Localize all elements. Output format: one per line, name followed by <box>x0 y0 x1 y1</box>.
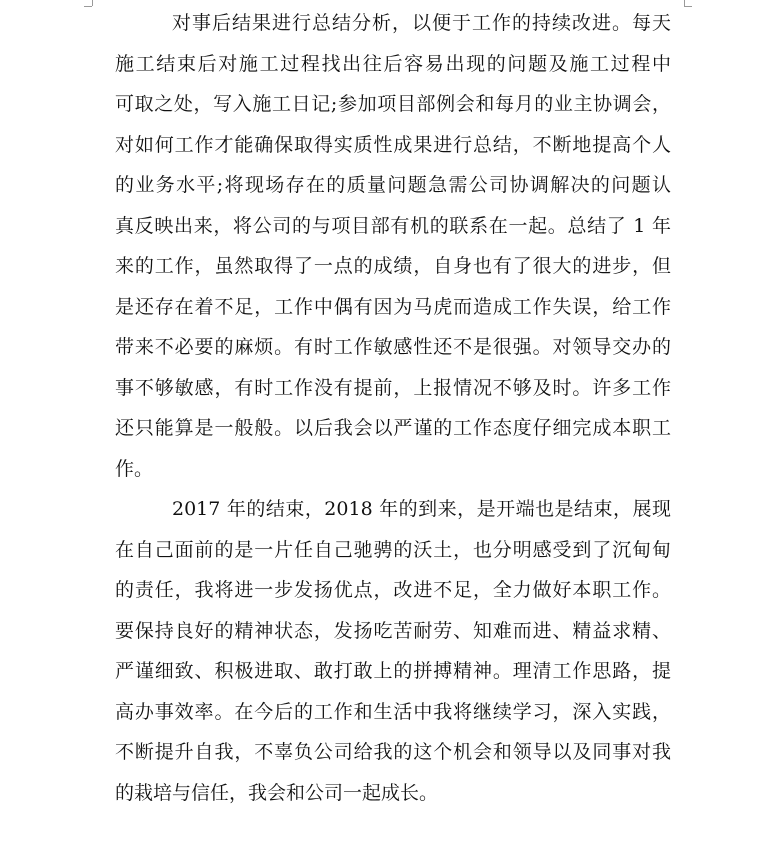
paragraph-2 <box>115 489 671 813</box>
text-line: 对事后结果进行总结分析，以便于工作的持续改进。每天 <box>172 12 671 34</box>
text-line: 在自己面前的是一片任自己驰骋的沃土，也分明感受到了沉甸甸 <box>115 538 671 561</box>
text-line: 还只能算是一般般。以后我会以严谨的工作态度仔细完成本职工 <box>115 417 671 439</box>
text-line: 高办事效率。在今后的工作和生活中我将继续学习，深入实践， <box>115 700 671 723</box>
paragraph-1 <box>115 3 671 489</box>
text-line: 不断提升自我，不辜负公司给我的这个机会和领导以及同事对我 <box>115 741 671 763</box>
text-line: 的责任，我将进一步发扬优点，改进不足，全力做好本职工作。 <box>115 579 671 601</box>
text-line: 真反映出来，将公司的与项目部有机的联系在一起。总结了 1 年 <box>115 214 671 237</box>
margin-corner-mark-left <box>92 0 93 6</box>
text-line: 是还存在着不足，工作中偶有因为马虎而造成工作失误，给工作 <box>115 295 671 318</box>
text-line: 作。 <box>115 457 154 480</box>
margin-corner-mark-right-h <box>684 6 692 7</box>
text-line: 对如何工作才能确保取得实质性成果进行总结，不断地提高个人 <box>115 133 671 156</box>
text-line: 施工结束后对施工过程找出往后容易出现的问题及施工过程中 <box>115 52 671 75</box>
text-line: 带来不必要的麻烦。有时工作敏感性还不是很强。对领导交办的 <box>115 336 671 358</box>
document-body <box>115 3 671 813</box>
margin-corner-mark-left-h <box>84 6 92 7</box>
text-line: 事不够敏感，有时工作没有提前，上报情况不够及时。许多工作 <box>115 376 671 399</box>
text-line: 可取之处，写入施工日记;参加项目部例会和每月的业主协调会， <box>115 93 671 115</box>
text-line: 要保持良好的精神状态，发扬吃苦耐劳、知难而进、精益求精、 <box>115 619 671 642</box>
text-line: 2017 年的结束，2018 年的到来，是开端也是结束，展现 <box>172 498 671 520</box>
text-line: 来的工作，虽然取得了一点的成绩，自身也有了很大的进步，但 <box>115 255 671 277</box>
text-line: 的栽培与信任，我会和公司一起成长。 <box>115 781 439 804</box>
text-line: 严谨细致、积极进取、敢打敢上的拼搏精神。理清工作思路，提 <box>115 660 671 682</box>
text-line: 的业务水平;将现场存在的质量问题急需公司协调解决的问题认 <box>115 174 671 196</box>
